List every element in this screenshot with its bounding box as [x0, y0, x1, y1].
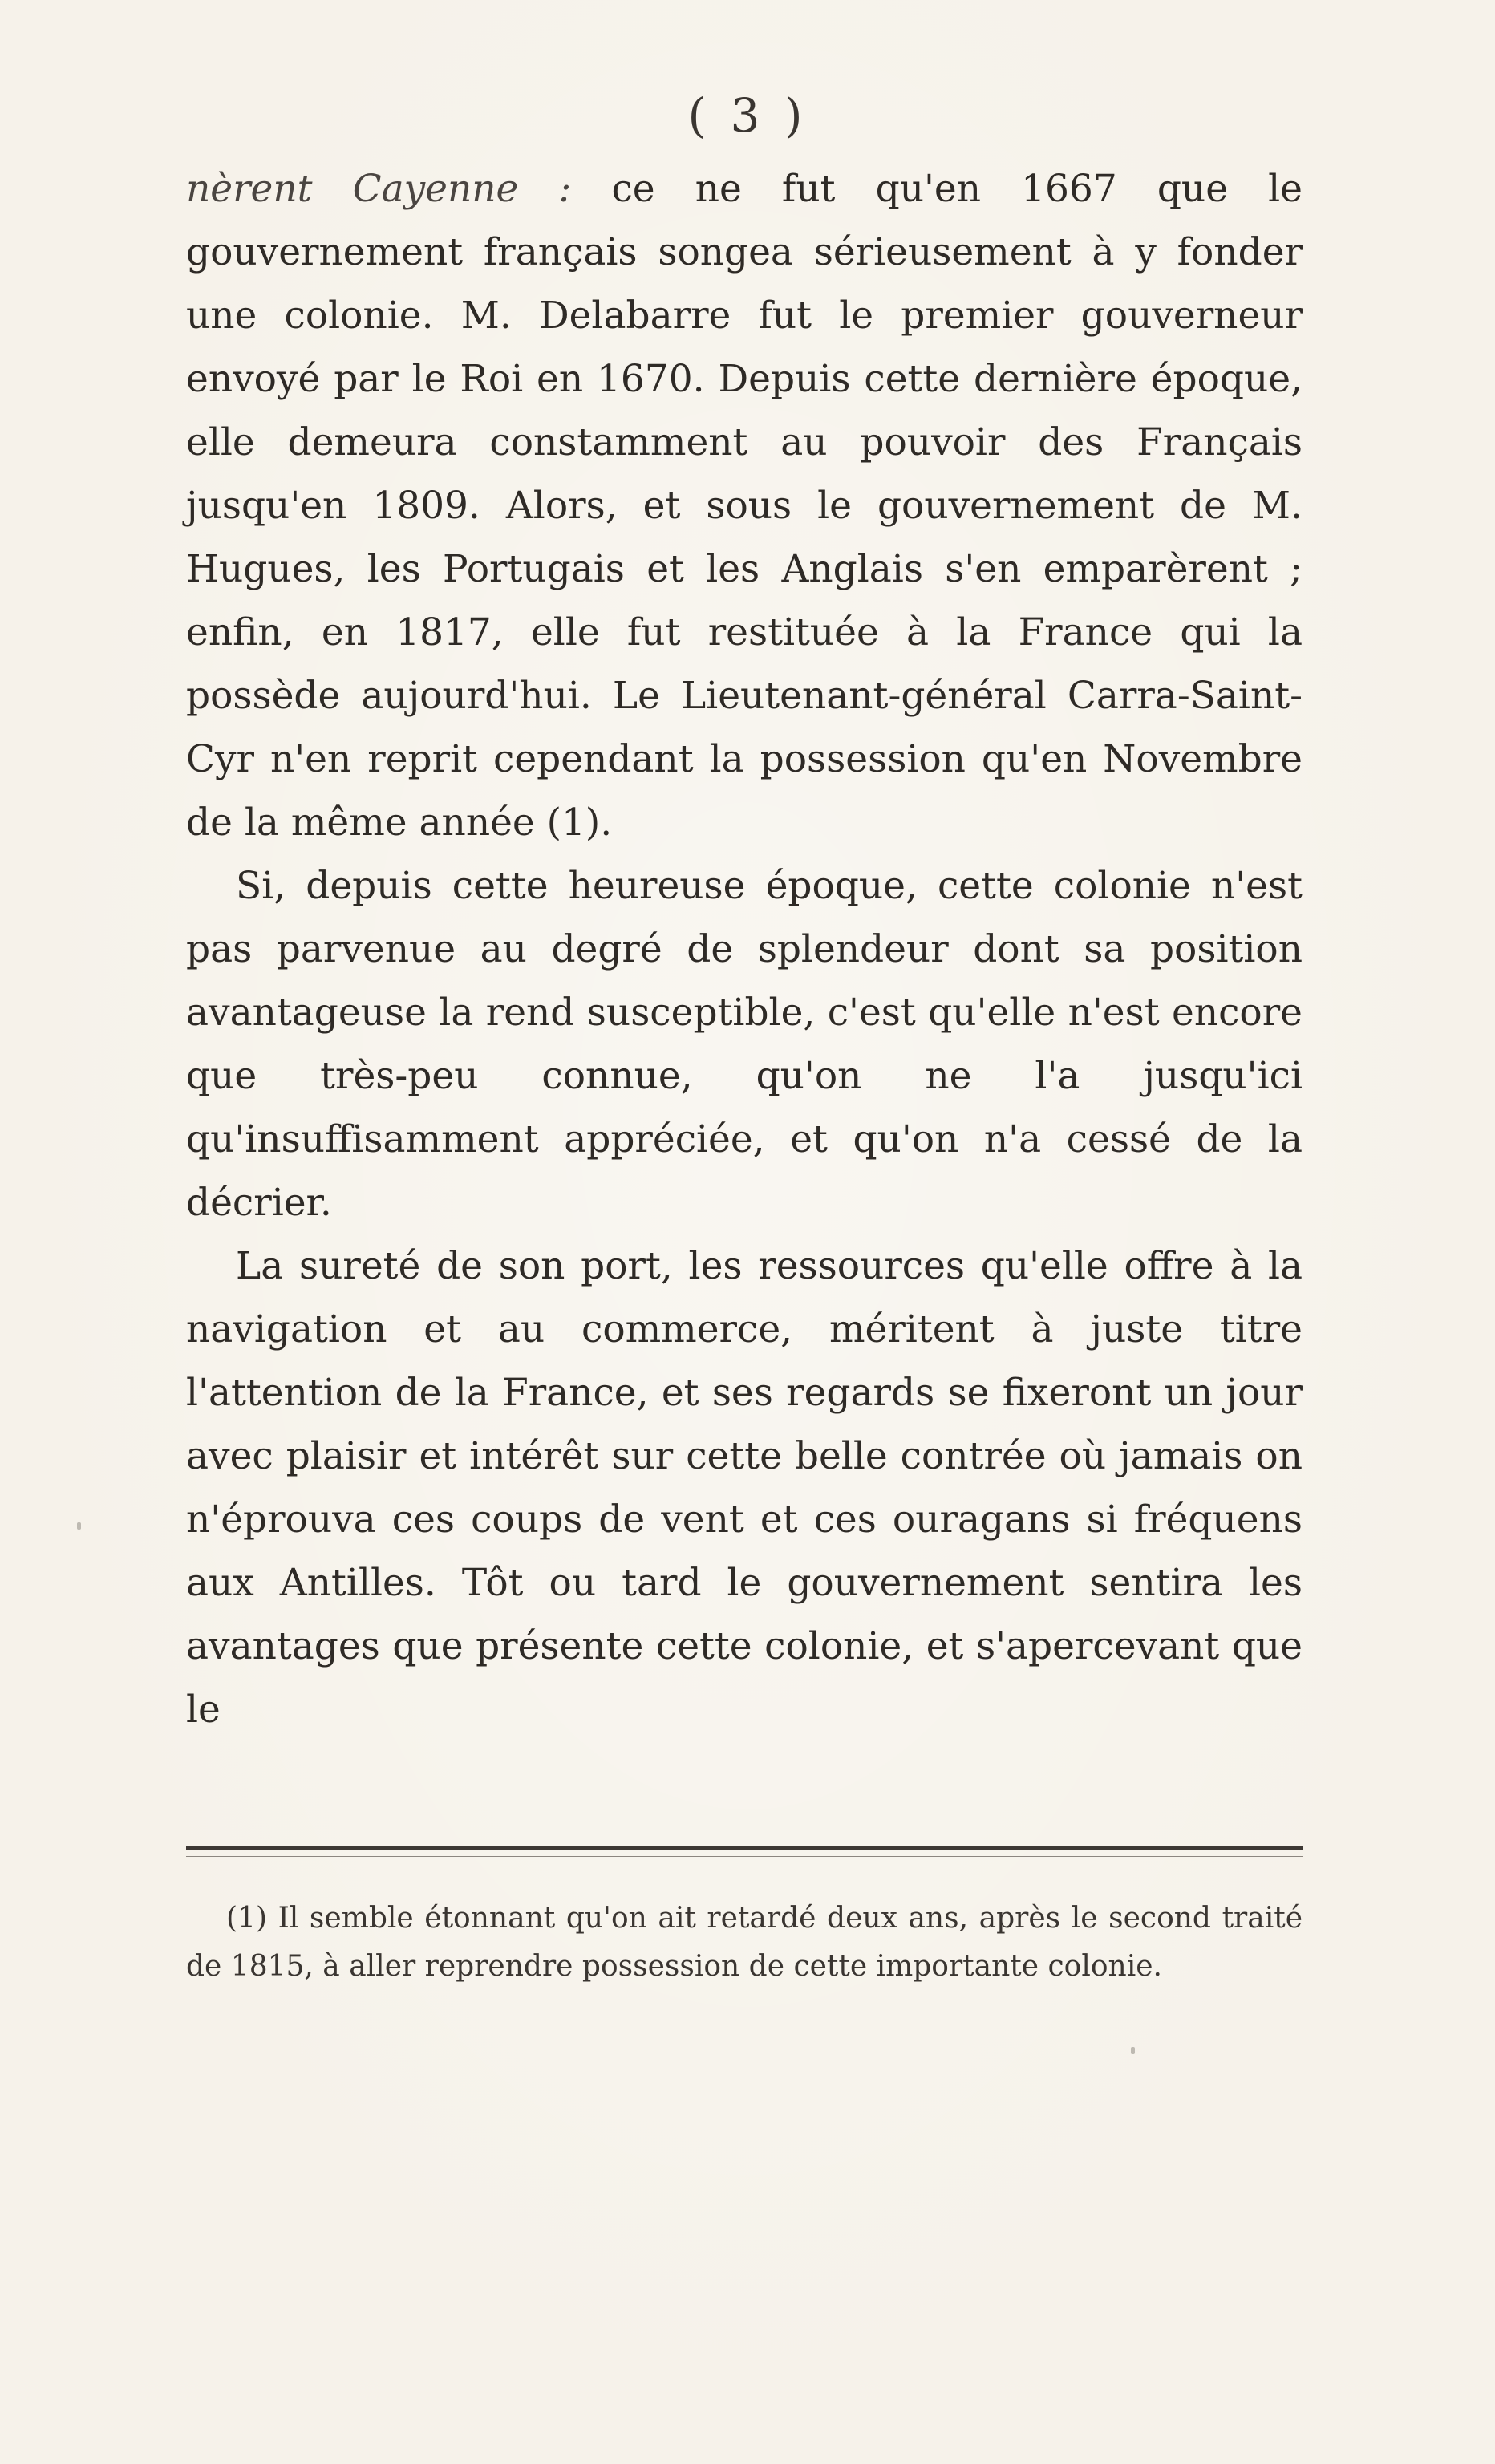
paragraph-1-text: ce ne fut qu'en 1667 que le gouvernement français songea sérieusement à y fonder une colonie. M. Delabarre fut le premier gouverneur envoyé par le Roi en 1670. Depuis cette dernière époque, elle demeura constamment au pouvoir des Français jusqu'en 1809. Alors, et sous le gouvernement de M. Hugues, les Portugais et les Anglais s'en emparèrent ; enfin, en 1817, elle fut restituée à la France qui la possède aujourd'hui. Le Lieutenant-général Carra-Saint-Cyr n'en reprit cependant la possession qu'en Novembre de la même année (1).	[186, 167, 1303, 845]
paragraph-1-lead: nèrent Cayenne :	[186, 167, 572, 211]
paragraph-2: Si, depuis cette heureuse époque, cette colonie n'est pas parvenue au degré de splendeur dont sa position avantageuse la rend susceptible, c'est qu'elle n'est encore que très-peu connue, qu'on ne l'a jusqu'ici qu'insuffisamment appréciée, et qu'on n'a cessé de la décrier.	[186, 864, 1303, 1225]
main-text	[186, 157, 1303, 1741]
paragraph-3: La sureté de son port, les ressources qu'elle offre à la navigation et au commerce, méritent à juste titre l'attention de la France, et ses regards se fixeront un jour avec plaisir et intérêt sur cette belle contrée où jamais on n'éprouva ces coups de vent et ces ouragans si fréquens aux Antilles. Tôt ou tard le gouvernement sentira les avantages que présente cette colonie, et s'apercevant que le	[186, 1244, 1303, 1732]
footnote-rule	[186, 1846, 1303, 1850]
paper-speck	[77, 1522, 81, 1530]
page-number: ( 3 )	[687, 88, 808, 143]
footnote-rule-thin	[186, 1856, 1303, 1857]
paper-speck	[1131, 2047, 1135, 2054]
footnote	[186, 1895, 1303, 1991]
paragraph-1	[186, 157, 1303, 854]
footnote-text: (1) Il semble étonnant qu'on ait retardé deux ans, après le second traité de 1815, à aller reprendre possession de cette importante colonie.	[186, 1902, 1303, 1983]
